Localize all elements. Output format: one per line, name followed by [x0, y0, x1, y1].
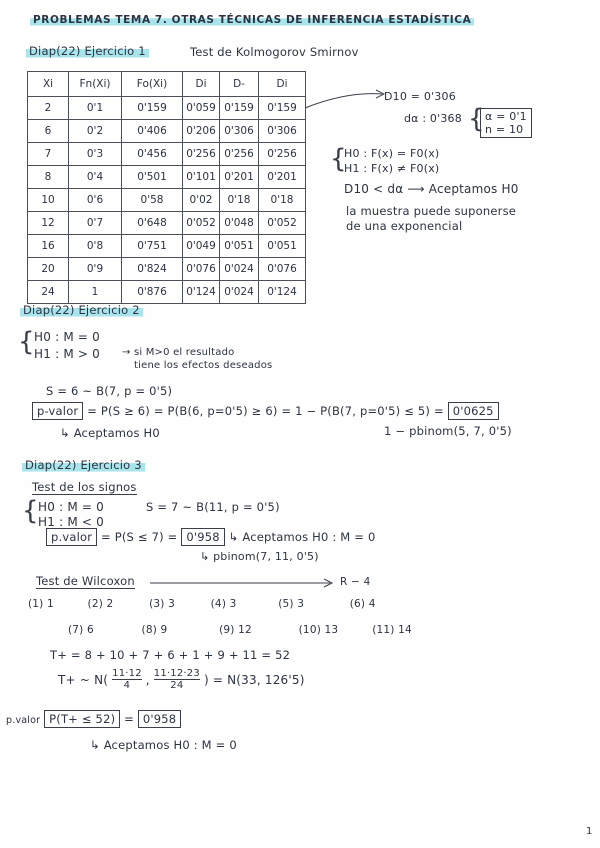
- ex3-signs-title: Test de los signos: [32, 480, 137, 494]
- alpha-value: α = 0'1: [485, 110, 527, 123]
- table-cell: 16: [28, 235, 69, 258]
- table-cell: 20: [28, 258, 69, 281]
- table-cell: 0'159: [122, 97, 183, 120]
- ex3-s-line: S = 7 ~ B(11, p = 0'5): [146, 500, 280, 514]
- table-row: [28, 97, 306, 120]
- fraction-var-den: 24: [170, 680, 184, 691]
- table-row: [28, 120, 306, 143]
- ex1-conclusion-2: de una exponencial: [346, 219, 463, 233]
- table-cell: 8: [28, 166, 69, 189]
- table-cell: 0'159: [220, 97, 259, 120]
- table-cell: 0'256: [259, 143, 306, 166]
- alpha-n-brace: {: [468, 104, 485, 134]
- hypothesis-brace-3: {: [22, 496, 39, 526]
- table-cell: 0'076: [183, 258, 220, 281]
- table-cell: 0'7: [69, 212, 122, 235]
- table-cell: 24: [28, 281, 69, 304]
- table-cell: 0'076: [259, 258, 306, 281]
- ex2-pvalor-result: 0'0625: [448, 402, 499, 420]
- ks-table: [27, 71, 306, 304]
- table-cell: 6: [28, 120, 69, 143]
- ex1-conclusion-1: la muestra puede suponerse: [346, 204, 517, 218]
- wilcoxon-title: Test de Wilcoxon: [36, 574, 135, 588]
- table-cell: 0'751: [122, 235, 183, 258]
- rank-item: (5) 3: [278, 598, 305, 610]
- table-cell: 0'876: [122, 281, 183, 304]
- rank-item: (7) 6: [68, 624, 94, 636]
- table-cell: 0'048: [220, 212, 259, 235]
- table-cell: 12: [28, 212, 69, 235]
- fraction-comma: ,: [145, 672, 150, 687]
- ex2-r-cmd: 1 − pbinom(5, 7, 0'5): [384, 424, 512, 438]
- ex1-h0: H0 : F(x) = F0(x): [344, 147, 440, 160]
- ex2-h1: H1 : M > 0: [34, 347, 101, 361]
- table-cell: 0'059: [183, 97, 220, 120]
- ex1-heading: [26, 44, 149, 58]
- hypothesis-brace-1: {: [330, 144, 347, 174]
- ex2-pvalor-label: p-valor: [32, 402, 83, 420]
- ks-table-header-cell: Di: [259, 72, 306, 97]
- table-cell: 0'124: [183, 281, 220, 304]
- rank-item: (10) 13: [298, 624, 339, 636]
- wilcoxon-r-label: R − 4: [340, 576, 371, 588]
- ks-table-header-cell: D-: [220, 72, 259, 97]
- table-cell: 0'049: [183, 235, 220, 258]
- ranks-row-1: [28, 598, 390, 610]
- rank-item: (6) 4: [349, 598, 376, 610]
- ex2-note-1: → si M>0 el resultado: [122, 347, 235, 358]
- wilcoxon-arrow: [150, 578, 336, 588]
- table-cell: 0'051: [259, 235, 306, 258]
- ex2-pvalor-expr: = P(S ≥ 6) = P(B(6, p=0'5) ≥ 6) = 1 − P(B(7, p=0'5) ≤ 5) =: [87, 404, 444, 418]
- table-cell: 0'201: [259, 166, 306, 189]
- table-cell: 0'256: [183, 143, 220, 166]
- ex3-h0: H0 : M = 0: [38, 500, 105, 514]
- ex3-h1: H1 : M < 0: [38, 515, 105, 529]
- table-cell: 0'101: [183, 166, 220, 189]
- table-cell: 0'159: [259, 97, 306, 120]
- table-cell: 0'256: [220, 143, 259, 166]
- page-number: 1: [586, 826, 593, 837]
- table-cell: 0'6: [69, 189, 122, 212]
- table-row: [28, 166, 306, 189]
- equals-sign: =: [124, 712, 138, 726]
- rank-item: (9) 12: [219, 624, 252, 636]
- d10-value: D10 = 0'306: [384, 90, 456, 103]
- dalpha-value: dα : 0'368: [404, 112, 462, 125]
- table-cell: 0'306: [220, 120, 259, 143]
- table-row: [28, 143, 306, 166]
- table-row: [28, 258, 306, 281]
- table-cell: 0'02: [183, 189, 220, 212]
- ex2-heading-text: Diap(22) Ejercicio 2: [20, 303, 143, 317]
- hypothesis-brace-2: {: [18, 327, 35, 357]
- table-cell: 0'2: [69, 120, 122, 143]
- ex3-accept: ↳ Aceptamos H0 : M = 0: [228, 530, 376, 544]
- table-cell: 0'8: [69, 235, 122, 258]
- wilcoxon-pvalor-label: p.valor: [6, 715, 41, 726]
- rank-item: (8) 9: [141, 624, 168, 636]
- table-cell: 0'201: [220, 166, 259, 189]
- table-cell: 0'406: [122, 120, 183, 143]
- ks-table-header-cell: Di: [183, 72, 220, 97]
- page-title-text: PROBLEMAS TEMA 7. OTRAS TÉCNICAS DE INFERENCIA ESTADÍSTICA: [30, 14, 474, 26]
- table-cell: 2: [28, 97, 69, 120]
- table-row: [28, 281, 306, 304]
- ex3-pvalor-label: p.valor: [46, 528, 97, 546]
- alpha-n-box: [480, 108, 532, 138]
- table-cell: 0'18: [220, 189, 259, 212]
- ex1-decision: D10 < dα ⟶ Aceptamos H0: [344, 182, 519, 196]
- wilcoxon-pvalor-prob: P(T+ ≤ 52): [44, 710, 120, 728]
- ex1-h1: H1 : F(x) ≠ F0(x): [344, 162, 440, 175]
- table-row: [28, 189, 306, 212]
- ex2-accept: ↳ Aceptamos H0: [60, 426, 160, 440]
- table-cell: 0'024: [220, 258, 259, 281]
- table-cell: 0'051: [220, 235, 259, 258]
- ex2-heading: [20, 303, 143, 317]
- tplus-sum: T+ = 8 + 10 + 7 + 6 + 1 + 9 + 11 = 52: [50, 648, 291, 662]
- ex3-heading: [22, 458, 145, 472]
- ex3-pvalor-line: [46, 530, 376, 544]
- ex2-note-2: tiene los efectos deseados: [134, 360, 273, 371]
- rank-item: (1) 1: [28, 598, 54, 610]
- ex1-heading-text: Diap(22) Ejercicio 1: [26, 44, 149, 58]
- fraction-var-num: 11·12·23: [153, 668, 200, 679]
- ex3-r-cmd: ↳ pbinom(7, 11, 0'5): [200, 550, 319, 563]
- ks-table-header-cell: Fo(Xi): [122, 72, 183, 97]
- tplus-dist-post: ) = N(33, 126'5): [203, 672, 305, 687]
- ex3-wilcoxon-pvalor: [6, 712, 181, 726]
- table-cell: 0'456: [122, 143, 183, 166]
- wilcoxon-pvalor-result: 0'958: [138, 710, 181, 728]
- rank-item: (4) 3: [210, 598, 237, 610]
- ex2-s-line: S = 6 ~ B(7, p = 0'5): [46, 384, 173, 398]
- ex2-pvalor-line: [32, 404, 499, 418]
- rank-item: (11) 14: [372, 624, 412, 636]
- ex3-pvalor-expr: = P(S ≤ 7) =: [101, 530, 178, 544]
- ks-table-header-cell: Fn(Xi): [69, 72, 122, 97]
- table-cell: 0'3: [69, 143, 122, 166]
- fraction-mean-num: 11·12: [112, 668, 142, 679]
- ex1-test-name: Test de Kolmogorov Smirnov: [190, 45, 359, 59]
- table-row: [28, 212, 306, 235]
- table-cell: 0'58: [122, 189, 183, 212]
- rank-item: (3) 3: [149, 598, 175, 610]
- ks-table-header-row: [28, 72, 306, 97]
- table-row: [28, 235, 306, 258]
- tplus-dist: [58, 668, 305, 691]
- table-cell: 0'1: [69, 97, 122, 120]
- page-title: [30, 14, 474, 26]
- table-cell: 0'052: [183, 212, 220, 235]
- ex3-heading-text: Diap(22) Ejercicio 3: [22, 458, 145, 472]
- ranks-row-2: [68, 624, 412, 636]
- tplus-dist-pre: T+ ~ N(: [58, 672, 109, 687]
- table-cell: 0'501: [122, 166, 183, 189]
- table-cell: 0'4: [69, 166, 122, 189]
- table-cell: 1: [69, 281, 122, 304]
- table-cell: 0'648: [122, 212, 183, 235]
- table-cell: 0'124: [259, 281, 306, 304]
- table-cell: 7: [28, 143, 69, 166]
- table-cell: 0'052: [259, 212, 306, 235]
- ks-table-header-cell: Xi: [28, 72, 69, 97]
- n-value: n = 10: [485, 123, 524, 136]
- ex3-pvalor-result: 0'958: [181, 528, 224, 546]
- fraction-mean: [112, 668, 142, 691]
- fraction-mean-den: 4: [123, 680, 131, 691]
- table-cell: 0'206: [183, 120, 220, 143]
- ex2-h0: H0 : M = 0: [34, 330, 101, 344]
- table-cell: 0'824: [122, 258, 183, 281]
- table-cell: 0'306: [259, 120, 306, 143]
- table-cell: 0'9: [69, 258, 122, 281]
- ex3-wilcoxon-accept: ↳ Aceptamos H0 : M = 0: [90, 738, 237, 752]
- rank-item: (2) 2: [87, 598, 114, 610]
- fraction-var: [154, 668, 200, 691]
- table-cell: 0'024: [220, 281, 259, 304]
- table-cell: 10: [28, 189, 69, 212]
- table-cell: 0'18: [259, 189, 306, 212]
- arrow-to-d10: [300, 84, 390, 114]
